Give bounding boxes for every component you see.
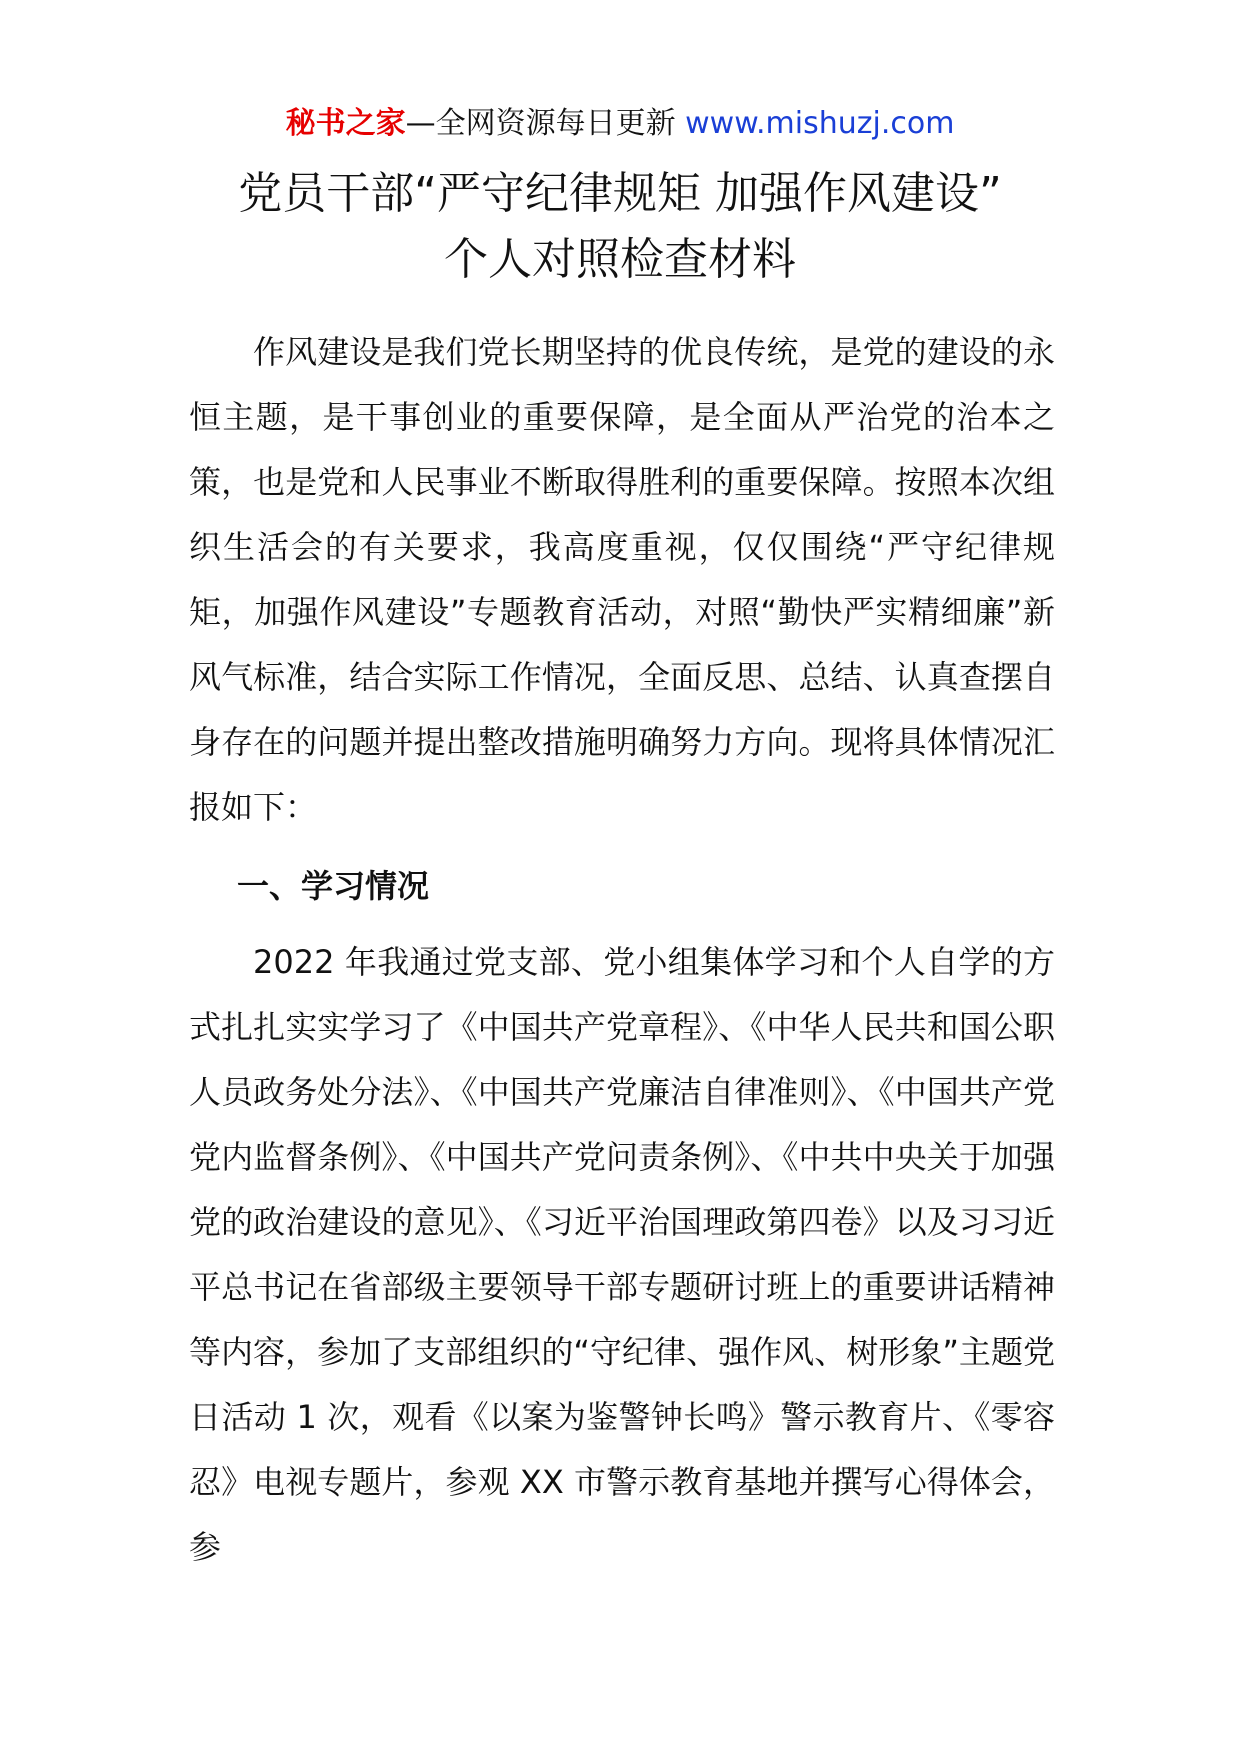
document-title-line-1: 党员干部“严守纪律规矩 加强作风建设” — [238, 168, 1002, 219]
section-paragraph: 2022 年我通过党支部、党小组集体学习和个人自学的方式扎扎实实学习了《中国共产党章程》、《中华人民共和国公职人员政务处分法》、《中国共产党廉洁自律准则》、《中国共产党党内监督条例》、《中国共产党问责条例》、《中共中央关于加强党的政治建设的意见》、《习近平治国理政第四卷》以及习习近平总书记在省部级主要领导干部专题研讨班上的重要讲话精神等内容，参加了支部组织的“守纪律、强作风、树形象”主题党日活动 1 次，观看《以案为鉴警钟长鸣》警示教育片、《零容忍》电视专题片，参观 XX 市警示教育基地并撰写心得体会，参 — [189, 943, 1055, 1566]
header-tagline: —全网资源每日更新 — [405, 106, 676, 141]
brand-name: 秘书之家 — [285, 106, 406, 141]
intro-paragraph: 作风建设是我们党长期坚持的优良传统，是党的建设的永恒主题，是干事创业的重要保障，是全面从严治党的治本之策，也是党和人民事业不断取得胜利的重要保障。按照本次组织生活会的有关要求，我高度重视，仅仅围绕“严守纪律规矩，加强作风建设”专题教育活动，对照“勤快严实精细廉”新风气标准，结合实际工作情况，全面反思、总结、认真查摆自身存在的问题并提出整改措施明确努力方向。现将具体情况汇报如下： — [189, 333, 1055, 826]
site-url-link[interactable]: www.mishuzj.com — [685, 106, 955, 141]
section-heading: 一、学习情况 — [237, 867, 430, 905]
document-title-line-2: 个人对照检查材料 — [444, 234, 796, 285]
site-header — [0, 100, 1240, 148]
